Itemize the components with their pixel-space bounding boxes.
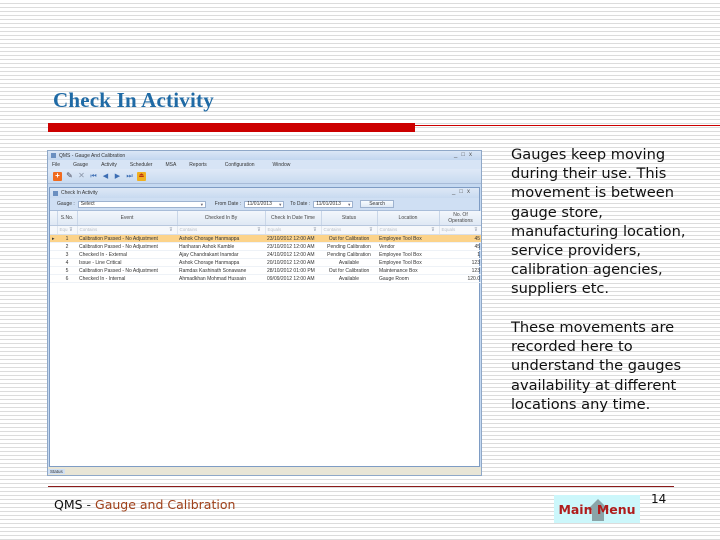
maximize-icon[interactable]: □ bbox=[461, 152, 469, 158]
column-header-location[interactable]: Location bbox=[377, 211, 439, 226]
description-line: understand the gauges bbox=[511, 357, 682, 375]
close-icon[interactable]: x bbox=[467, 189, 474, 195]
filter-placeholder: Equ bbox=[59, 227, 68, 232]
menu-gauge[interactable]: Gauge bbox=[73, 161, 89, 168]
description-line: during their use. This bbox=[511, 165, 667, 183]
table-row[interactable] bbox=[50, 235, 482, 243]
cell-operations: 120.0 bbox=[439, 275, 482, 283]
description-line: suppliers etc. bbox=[511, 280, 610, 298]
from-date-picker[interactable] bbox=[244, 201, 284, 208]
table-row[interactable] bbox=[50, 259, 482, 267]
status-bar bbox=[48, 467, 481, 475]
cell-checked-in-by: Ramdas Kashinath Sonawane bbox=[177, 267, 265, 275]
cell-event: Calibration Passed - No Adjustment bbox=[77, 243, 177, 251]
last-record-icon[interactable]: ⏭ bbox=[126, 172, 133, 180]
cell-location: Vendor bbox=[377, 243, 439, 251]
column-header-operations[interactable]: No. Of Operations bbox=[439, 211, 482, 226]
child-titlebar bbox=[50, 188, 479, 198]
filter-icon[interactable]: ⊽ bbox=[257, 227, 261, 232]
from-date-value: 11/01/2013 bbox=[247, 201, 272, 207]
chevron-down-icon[interactable]: ▼ bbox=[347, 201, 352, 207]
filter-icon[interactable]: ⊽ bbox=[474, 227, 478, 232]
from-date-label: From Date : bbox=[214, 201, 242, 207]
filter-row bbox=[50, 226, 482, 235]
cell-sno: 6 bbox=[57, 275, 77, 283]
row-indicator-header bbox=[50, 211, 57, 226]
footer-qms: QMS bbox=[54, 497, 83, 512]
status-label: Status bbox=[50, 468, 63, 474]
column-header-status[interactable]: Status bbox=[321, 211, 377, 226]
app-titlebar bbox=[48, 151, 481, 160]
menu-bar bbox=[48, 160, 481, 169]
description-paragraph-1 bbox=[511, 145, 685, 299]
description-line: service providers, bbox=[511, 242, 641, 260]
main-menu-button[interactable] bbox=[554, 495, 640, 523]
cell-checked-in-by: Ajay Chandrakant Inamdar bbox=[177, 251, 265, 259]
filter-icon[interactable]: ⊽ bbox=[369, 227, 373, 232]
next-record-icon[interactable]: ▶ bbox=[114, 172, 121, 180]
to-date-value: 11/01/2013 bbox=[316, 201, 341, 207]
row-indicator bbox=[50, 251, 57, 259]
window-controls[interactable] bbox=[454, 152, 476, 158]
delete-icon[interactable]: ✕ bbox=[78, 171, 85, 180]
cell-location: Employee Tool Box bbox=[377, 235, 439, 243]
description-line: movement is between bbox=[511, 184, 674, 202]
cell-operations: 123 bbox=[439, 267, 482, 275]
main-menu-label: Main Menu bbox=[558, 501, 636, 517]
cell-sno: 3 bbox=[57, 251, 77, 259]
filter-cell-indicator bbox=[50, 226, 57, 235]
close-icon[interactable]: x bbox=[469, 152, 476, 158]
filter-cell-location[interactable] bbox=[377, 226, 439, 235]
to-date-label: To Date : bbox=[290, 201, 311, 207]
filter-cell-sno[interactable] bbox=[57, 226, 77, 235]
cell-checked-in-by: Hariharan Ashok Kamble bbox=[177, 243, 265, 251]
cell-operations: 45 bbox=[439, 243, 482, 251]
cell-status: Pending Calibration bbox=[321, 251, 377, 259]
cell-datetime: 28/10/2012 01:00 PM bbox=[265, 267, 321, 275]
cell-operations: 1 bbox=[439, 251, 482, 259]
app-screenshot-window bbox=[47, 150, 482, 476]
column-header-sno[interactable]: S.No. bbox=[57, 211, 77, 226]
cell-location: Employee Tool Box bbox=[377, 259, 439, 267]
filter-icon[interactable]: ⊽ bbox=[431, 227, 435, 232]
previous-record-icon[interactable]: ◀ bbox=[102, 172, 109, 180]
menu-window[interactable]: Window bbox=[272, 161, 291, 168]
cell-datetime: 23/10/2012 12:00 AM bbox=[265, 235, 321, 243]
footer-subtitle: Gauge and Calibration bbox=[95, 497, 236, 512]
cell-location: Gauge Room bbox=[377, 275, 439, 283]
gauge-select[interactable] bbox=[78, 201, 206, 208]
menu-activity[interactable]: Activity bbox=[101, 161, 117, 168]
menu-configuration[interactable]: Configuration bbox=[224, 161, 255, 168]
chevron-down-icon[interactable]: ▼ bbox=[278, 201, 283, 207]
cell-event: Issue - Line Critical bbox=[77, 259, 177, 267]
cell-sno: 5 bbox=[57, 267, 77, 275]
cell-status: Out for Calibration bbox=[321, 235, 377, 243]
cell-operations: 123 bbox=[439, 259, 482, 267]
filter-cell-checked-in-by[interactable] bbox=[177, 226, 265, 235]
filter-cell-datetime[interactable] bbox=[265, 226, 321, 235]
cell-datetime: 24/10/2012 12:00 AM bbox=[265, 251, 321, 259]
menu-reports[interactable]: Reports bbox=[189, 161, 207, 168]
filter-cell-event[interactable] bbox=[77, 226, 177, 235]
maximize-icon[interactable]: □ bbox=[459, 189, 467, 195]
filter-icon[interactable]: ⊽ bbox=[69, 227, 73, 232]
menu-scheduler[interactable]: Scheduler bbox=[129, 161, 153, 168]
cell-location: Employee Tool Box bbox=[377, 251, 439, 259]
cell-event: Calibration Passed - No Adjustment bbox=[77, 235, 177, 243]
gauge-select-value: Select bbox=[80, 201, 95, 207]
row-indicator bbox=[50, 243, 57, 251]
cell-sno: 2 bbox=[57, 243, 77, 251]
description-paragraph-2 bbox=[511, 318, 681, 414]
description-line: availability at different bbox=[511, 376, 677, 394]
description-line: calibration agencies, bbox=[511, 261, 663, 279]
row-pointer-icon: ▸ bbox=[50, 235, 57, 243]
cell-sno: 1 bbox=[57, 235, 77, 243]
to-date-picker[interactable] bbox=[313, 201, 353, 208]
filter-cell-operations[interactable] bbox=[439, 226, 482, 235]
cell-event: Checked In - External bbox=[77, 251, 177, 259]
column-header-event[interactable]: Event bbox=[77, 211, 177, 226]
filter-cell-status[interactable] bbox=[321, 226, 377, 235]
title-underline-thin bbox=[415, 125, 720, 126]
description-line: manufacturing location, bbox=[511, 222, 686, 240]
cell-event: Checked In - Internal bbox=[77, 275, 177, 283]
filter-placeholder: Contains bbox=[79, 227, 98, 232]
cell-datetime: 20/10/2012 12:00 AM bbox=[265, 259, 321, 267]
search-button[interactable]: Search bbox=[360, 200, 394, 208]
gauge-label: Gauge : bbox=[57, 201, 75, 207]
child-window-title: Check In Activity bbox=[61, 190, 98, 196]
filter-placeholder: Equals bbox=[267, 227, 282, 232]
cell-checked-in-by: Ahmadkhan Mohmad Hussain bbox=[177, 275, 265, 283]
child-window-icon bbox=[53, 191, 58, 196]
exit-icon[interactable]: ⏏ bbox=[138, 173, 145, 179]
app-icon bbox=[51, 153, 56, 158]
cell-checked-in-by: Ashok Chorage Hanmappa bbox=[177, 259, 265, 267]
cell-datetime: 23/10/2012 12:00 AM bbox=[265, 243, 321, 251]
minimize-icon[interactable]: _ bbox=[452, 189, 460, 195]
row-indicator bbox=[50, 267, 57, 275]
table-row[interactable] bbox=[50, 275, 482, 283]
description-line: recorded here to bbox=[511, 338, 633, 356]
filter-icon[interactable]: ⊽ bbox=[169, 227, 173, 232]
cell-event: Calibration Passed - No Adjustment bbox=[77, 267, 177, 275]
table-row[interactable] bbox=[50, 267, 482, 275]
cell-operations: 45 bbox=[439, 235, 482, 243]
cell-status: Out for Calibration bbox=[321, 267, 377, 275]
description-line: These movements are bbox=[511, 319, 675, 336]
column-header-datetime[interactable]: Check In Date Time bbox=[265, 211, 321, 226]
menu-file[interactable]: File bbox=[52, 161, 61, 168]
minimize-icon[interactable]: _ bbox=[454, 152, 462, 158]
toolbar bbox=[48, 169, 481, 184]
cell-datetime: 09/09/2012 12:00 AM bbox=[265, 275, 321, 283]
check-in-activity-window bbox=[49, 187, 480, 467]
cell-status: Pending Calibration bbox=[321, 243, 377, 251]
check-in-grid bbox=[50, 211, 482, 283]
table-row[interactable] bbox=[50, 243, 482, 251]
cell-status: Available bbox=[321, 275, 377, 283]
footer-caption bbox=[54, 497, 235, 512]
table-row[interactable] bbox=[50, 251, 482, 259]
filter-icon[interactable]: ⊽ bbox=[313, 227, 317, 232]
row-indicator bbox=[50, 275, 57, 283]
cell-checked-in-by: Ashok Chorage Hanmappa bbox=[177, 235, 265, 243]
description-line: locations any time. bbox=[511, 395, 651, 413]
filter-placeholder: Contains bbox=[323, 227, 342, 232]
footer-dash: - bbox=[82, 497, 96, 512]
cell-location: Maintenance Box bbox=[377, 267, 439, 275]
edit-icon[interactable]: ✎ bbox=[66, 171, 73, 180]
slide-title: Check In Activity bbox=[53, 88, 214, 112]
description-line: gauge store, bbox=[511, 203, 603, 221]
filter-placeholder: Equals bbox=[441, 227, 456, 232]
cell-status: Available bbox=[321, 259, 377, 267]
filter-placeholder: Contains bbox=[379, 227, 398, 232]
add-icon[interactable]: + bbox=[53, 172, 62, 181]
chevron-down-icon[interactable]: ▼ bbox=[199, 201, 204, 207]
menu-msa[interactable]: MSA bbox=[165, 161, 177, 168]
description-line: Gauges keep moving bbox=[511, 146, 666, 163]
cell-sno: 4 bbox=[57, 259, 77, 267]
title-underline-bar bbox=[48, 123, 415, 132]
column-header-checked-in-by[interactable]: Checked In By bbox=[177, 211, 265, 226]
first-record-icon[interactable]: ⏮ bbox=[90, 172, 97, 180]
child-window-controls[interactable] bbox=[452, 189, 474, 195]
filter-bar bbox=[50, 198, 479, 211]
row-indicator bbox=[50, 259, 57, 267]
page-number: 14 bbox=[651, 492, 667, 506]
footer-divider bbox=[48, 486, 674, 487]
app-window-title: QMS - Gauge And Calibration bbox=[59, 152, 126, 159]
filter-placeholder: Contains bbox=[179, 227, 198, 232]
